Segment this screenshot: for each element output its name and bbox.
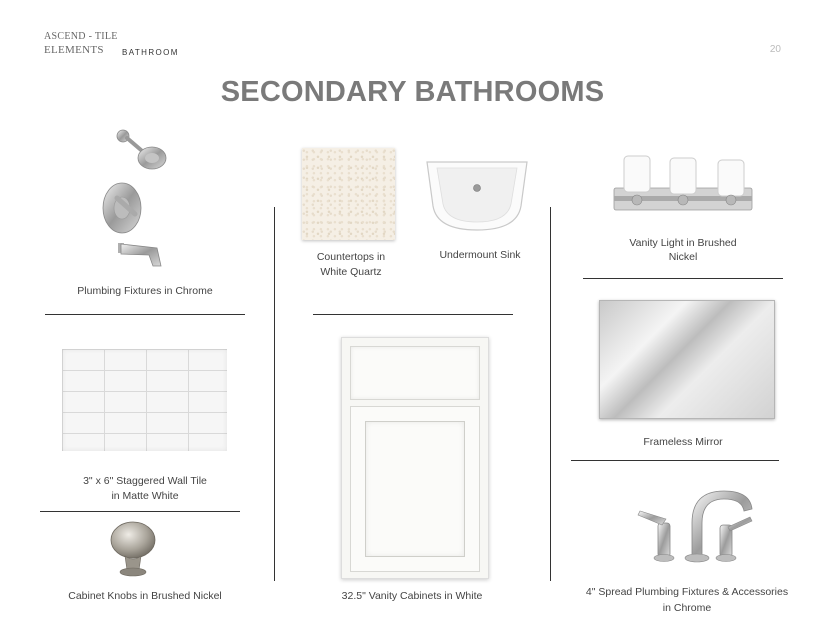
caption-countertops-line1: Countertops in (316, 251, 386, 263)
column-divider-left (274, 207, 275, 581)
caption-plumbing: Plumbing Fixtures in Chrome (77, 285, 213, 297)
brand-name-line1: ASCEND - TILE (44, 31, 118, 42)
caption-tile-line1: 3" x 6" Staggered Wall Tile (83, 475, 207, 487)
caption-vanity-light-line1: Vanity Light in Brushed (629, 237, 737, 249)
caption-cabinets: 32.5" Vanity Cabinets in White (341, 590, 483, 602)
cabinet-door-front (350, 406, 480, 572)
divider-countertops (313, 314, 513, 315)
caption-vanity-light-line2: Nickel (668, 251, 698, 263)
section-label: BATHROOM (122, 48, 179, 57)
caption-knobs: Cabinet Knobs in Brushed Nickel (68, 590, 222, 602)
bathroom-faucet-image (632, 483, 762, 565)
page-number: 20 (769, 44, 781, 55)
page-title: SECONDARY BATHROOMS (220, 76, 605, 108)
subway-tile-image (62, 349, 227, 451)
brand-name-line2: ELEMENTS (44, 44, 104, 56)
frameless-mirror-image (599, 300, 775, 419)
shower-fixture-image (95, 124, 175, 272)
cabinet-knob-image (105, 518, 161, 578)
caption-faucet-line1: 4" Spread Plumbing Fixtures & Accessories (585, 586, 789, 598)
vanity-cabinet-image (341, 337, 489, 579)
column-divider-right (550, 207, 551, 581)
caption-tile-line2: in Matte White (111, 490, 179, 502)
caption-countertops-line2: White Quartz (320, 266, 382, 278)
cabinet-door-panel (365, 421, 465, 557)
divider-vanity-light (583, 278, 783, 279)
quartz-countertop-image (302, 148, 395, 240)
divider-mirror (571, 460, 779, 461)
divider-plumbing (45, 314, 245, 315)
cabinet-drawer-front (350, 346, 480, 400)
caption-faucet-line2: in Chrome (662, 602, 712, 614)
divider-tile (40, 511, 240, 512)
caption-mirror: Frameless Mirror (643, 436, 723, 448)
vanity-light-image (612, 154, 754, 216)
undermount-sink-image (423, 160, 531, 234)
caption-sink: Undermount Sink (439, 249, 521, 261)
